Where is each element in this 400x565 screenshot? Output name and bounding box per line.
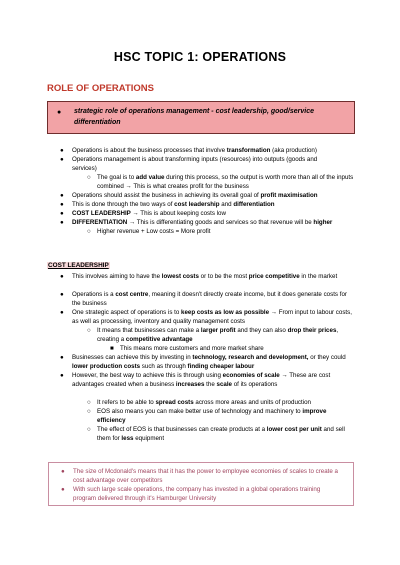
- list-item: [60, 309, 357, 326]
- list-item: [87, 327, 355, 344]
- list-item: [60, 291, 357, 308]
- list-item-text: Operations is a cost centre, meaning it doesn't directly create income, but it does generate costs for the business: [72, 291, 347, 307]
- bullet-icon: ●: [60, 147, 64, 154]
- list-item-text: Businesses can achieve this by investing in technology, research and development, or they could lower production costs such as through finding cheaper labour: [72, 354, 346, 370]
- list-item: [60, 192, 357, 201]
- list-item-text: The effect of EOS is that businesses can create products at a lower cost per unit and sell them for less equipment: [97, 426, 345, 442]
- bullet-icon: ●: [60, 273, 64, 280]
- list-item: [87, 174, 355, 191]
- bullet-icon: ●: [60, 192, 64, 199]
- bullet-icon: ●: [60, 372, 64, 379]
- bullet-icon: ●: [60, 156, 64, 163]
- bullet-icon: ●: [60, 201, 64, 208]
- bullet-icon: ●: [60, 210, 64, 217]
- list-item: [60, 156, 342, 173]
- list-item: [60, 201, 357, 210]
- list-item-text: With such large scale operations, the company has invested in a global operations training program delivered through it's Hamburger University: [73, 486, 321, 502]
- list-item: [60, 210, 357, 219]
- bullet-icon: ●: [61, 468, 65, 475]
- bullet-icon: ○: [87, 426, 91, 433]
- list-item: [61, 486, 345, 503]
- list-item-text: Operations management is about transforming inputs (resources) into outputs (goods and services): [72, 156, 318, 172]
- list-item: [110, 345, 355, 354]
- list-item-text: The size of Mcdonald's means that it has the power to employee economies of scales to create a cost advantage over competitors: [73, 468, 338, 484]
- list-item-text: One strategic aspect of operations is to keep costs as low as possible → From input to labour costs, as well as processing, inventory and quality management costs: [72, 309, 352, 325]
- list-item-text: Operations should assist the business in achieving its overall goal of profit maximisation: [72, 192, 318, 199]
- list-item-text: DIFFERENTIATION → This is differentiating goods and services so that revenue will be higher: [72, 219, 333, 226]
- list-item: [60, 372, 357, 389]
- list-item: [60, 354, 357, 371]
- example-box-mcdonalds: [48, 462, 354, 506]
- subheading-cost-leadership: COST LEADERSHIP: [48, 262, 109, 269]
- list-item-text: Higher revenue + Low costs = More profit: [97, 228, 211, 235]
- list-item: [60, 273, 357, 282]
- syllabus-highlight-box: [47, 101, 355, 134]
- bullet-icon: ●: [60, 354, 64, 361]
- bullet-icon: ○: [87, 228, 91, 235]
- list-item: [61, 468, 345, 485]
- bullet-icon: ●: [60, 309, 64, 316]
- list-item-text: EOS also means you can make better use of technology and machinery to improve efficiency: [97, 408, 327, 424]
- bullet-icon: ○: [87, 399, 91, 406]
- list-item-text: The goal is to add value during this process, so the output is worth more than all of the inputs combined → This is what creates profit for the business: [97, 174, 354, 190]
- bullet-icon: ■: [110, 345, 114, 352]
- bullet-icon: ●: [60, 219, 64, 226]
- bullet-icon: ●: [61, 486, 65, 493]
- list-item-text: This means more customers and more market share: [120, 345, 264, 352]
- list-item: [87, 426, 355, 443]
- list-item: [87, 228, 355, 237]
- list-item: [60, 219, 357, 228]
- list-item: [87, 408, 355, 425]
- list-item: [87, 399, 355, 408]
- bullet-icon: ○: [87, 327, 91, 334]
- list-item-text: This involves aiming to have the lowest costs or to be the most price competitive in the market: [72, 273, 338, 280]
- section-heading-role: ROLE OF OPERATIONS: [47, 83, 154, 94]
- bullet-icon: ●: [60, 291, 64, 298]
- list-item-text: This is done through the two ways of cost leadership and differentiation: [72, 201, 275, 208]
- list-item-text: Operations is about the business processes that involve transformation (aka production): [72, 147, 317, 154]
- page-title: HSC TOPIC 1: OPERATIONS: [113, 50, 287, 64]
- bullet-icon: ●: [57, 109, 62, 116]
- list-item: [60, 147, 357, 156]
- list-item-text: It means that businesses can make a larger profit and they can also drop their prices, creating a competitive advantage: [97, 327, 339, 343]
- syllabus-point-text: strategic role of operations management - cost leadership, good/service differentiation: [74, 108, 315, 126]
- list-item-text: It refers to be able to spread costs across more areas and units of production: [97, 399, 311, 406]
- bullet-icon: ○: [87, 174, 91, 181]
- list-item-text: COST LEADERSHIP → This is about keeping costs low: [72, 210, 226, 217]
- bullet-icon: ○: [87, 408, 91, 415]
- list-item-text: However, the best way to achieve this is through using economies of scale → These are cost advantages created when a business increases the scale of its operations: [72, 372, 331, 388]
